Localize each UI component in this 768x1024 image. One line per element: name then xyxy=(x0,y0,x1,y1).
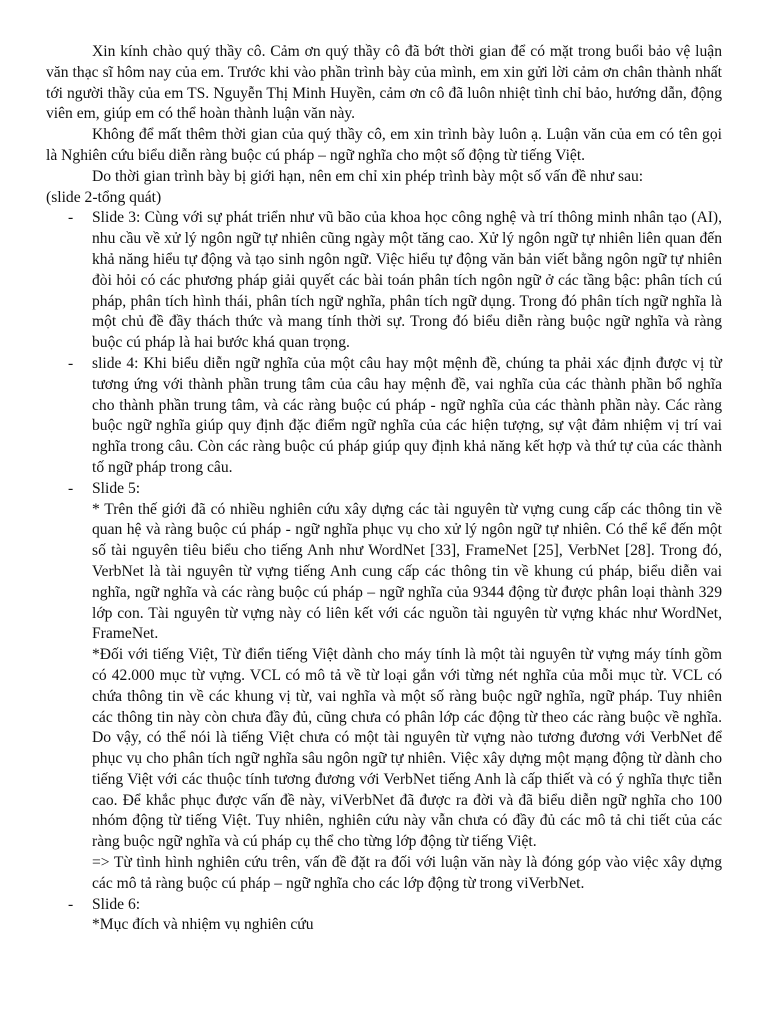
slide-6-label: Slide 6: xyxy=(92,895,141,913)
list-item-slide-3 xyxy=(46,208,722,354)
list-dash: - xyxy=(68,895,74,913)
list-dash: - xyxy=(68,479,74,497)
list-item-slide-5 xyxy=(46,479,722,895)
list-dash: - xyxy=(68,209,74,227)
intro-paragraph-scope: Do thời gian trình bày bị giới hạn, nên em chỉ xin phép trình bày một số vấn đề như sau: xyxy=(92,167,644,185)
slide-5-world-research: * Trên thế giới đã có nhiều nghiên cứu xây dựng các tài nguyên từ vựng cung cấp các thông tin về quan hệ và ràng buộc cú pháp - ngữ nghĩa phục vụ cho xử lý ngôn ngữ tự nhiên. Có thể kể đến một số tài nguyên tiêu biểu cho tiếng Anh như WordNet [33], FrameNet [25], VerbNet [28]. Trong đó, VerbNet là tài nguyên từ vựng tiếng Anh cung cấp các thông tin về khung cú pháp, biểu diễn vai nghĩa, ngữ nghĩa và các ràng buộc cú pháp – ngữ nghĩa của 9344 động từ được phân loại thành 329 lớp con. Tài nguyên từ vựng này có liên kết với các nguồn tài nguyên từ vựng khác như WordNet, FrameNet. xyxy=(92,500,722,643)
slide-4-text: slide 4: Khi biểu diễn ngữ nghĩa của một câu hay một mệnh đề, chúng ta phải xác định được vị từ tương ứng với thành phần trung tâm của câu hay mệnh đề, vai nghĩa của các thành phần bổ nghĩa cho thành phần trung tâm, và các ràng buộc cú pháp - ngữ nghĩa của các thành phần này. Các ràng buộc ngữ nghĩa giúp quy định đặc điểm ngữ nghĩa của các hiện tượng, sự vật đảm nhiệm vị trí vai nghĩa trong câu. Còn các ràng buộc cú pháp giúp quy định khả năng kết hợp và thứ tự của các thành tố ngữ pháp trong câu. xyxy=(92,354,722,476)
intro-paragraph-greeting: Xin kính chào quý thầy cô. Cảm ơn quý thầy cô đã bớt thời gian để có mặt trong buổi bảo vệ luận văn thạc sĩ hôm nay của em. Trước khi vào phần trình bày của mình, em xin gửi lời cảm ơn chân thành nhất tới người thầy của em TS. Nguyễn Thị Minh Huyền, cảm ơn cô đã luôn nhiệt tình chỉ bảo, hướng dẫn, động viên em, giúp em có thể hoàn thành luận văn này. xyxy=(46,43,722,123)
slide-5-conclusion: => Từ tình hình nghiên cứu trên, vấn đề đặt ra đối với luận văn này là đóng góp vào việc xây dựng các mô tả ràng buộc cú pháp – ngữ nghĩa cho các lớp động từ trong viVerbNet. xyxy=(92,854,722,892)
slide-5-vietnamese-research: *Đối với tiếng Việt, Từ điển tiếng Việt dành cho máy tính là một tài nguyên từ vựng máy tính gồm có 42.000 mục từ vựng. VCL có mô tả về từ loại gắn với từng nét nghĩa của mỗi mục từ. VCL có chứa thông tin về các khung vị từ, vai nghĩa và một số ràng buộc ngữ nghĩa, ngữ pháp. Tuy nhiên các thông tin này còn chưa đầy đủ, cũng chưa có phân lớp các động từ theo các ràng buộc về nghĩa. Do vậy, có thể nói là tiếng Việt chưa có một tài nguyên từ vựng nào tương đương với VerbNet để phục vụ cho phân tích ngữ nghĩa sâu ngôn ngữ tự nhiên. Việc xây dựng một mạng động từ dành cho tiếng Việt với các thuộc tính tương đương với VerbNet tiếng Anh là cấp thiết và có ý nghĩa thực tiễn cao. Để khắc phục được vấn đề này, viVerbNet đã được ra đời và đã biểu diễn ngữ nghĩa cho 100 nhóm động từ tiếng Việt. Tuy nhiên, nghiên cứu này vẫn chưa có đầy đủ các mô tả chi tiết của các ràng buộc ngữ nghĩa và cú pháp cụ thể cho từng lớp động từ tiếng Việt. xyxy=(92,646,722,851)
slide-5-label: Slide 5: xyxy=(92,479,141,497)
slide-3-text: Slide 3: Cùng với sự phát triển như vũ bão của khoa học công nghệ và trí thông minh nhân tạo (AI), nhu cầu về xử lý ngôn ngữ tự nhiên cũng ngày một tăng cao. Xử lý ngôn ngữ tự nhiên liên quan đến khả năng hiểu tự động và tạo sinh ngôn ngữ. Việc hiểu tự động văn bản viết bằng ngôn ngữ tự nhiên đòi hỏi có các phương pháp giải quyết các bài toán phân tích ngôn ngữ ở các tầng bậc: phân tích cú pháp, phân tích hình thái, phân tích ngữ nghĩa, phân tích ngữ dụng. Trong đó phân tích ngữ nghĩa là một chủ đề đầy thách thức và mang tính thời sự. Trong đó biểu diễn ràng buộc ngữ nghĩa và ràng buộc cú pháp là hai bước khá quan trọng. xyxy=(92,209,722,352)
intro-paragraph-thesis-title: Không để mất thêm thời gian của quý thầy cô, em xin trình bày luôn ạ. Luận văn của em có tên gọi là Nghiên cứu biểu diễn ràng buộc cú pháp – ngữ nghĩa cho một số động từ tiếng Việt. xyxy=(46,126,722,164)
slide-list xyxy=(46,208,722,936)
list-dash: - xyxy=(68,354,74,372)
list-item-slide-6 xyxy=(46,895,722,937)
intro-slide-note: (slide 2-tổng quát) xyxy=(46,188,162,206)
document-page xyxy=(46,42,722,936)
list-item-slide-4 xyxy=(46,354,722,479)
slide-6-purpose: *Mục đích và nhiệm vụ nghiên cứu xyxy=(92,916,314,934)
